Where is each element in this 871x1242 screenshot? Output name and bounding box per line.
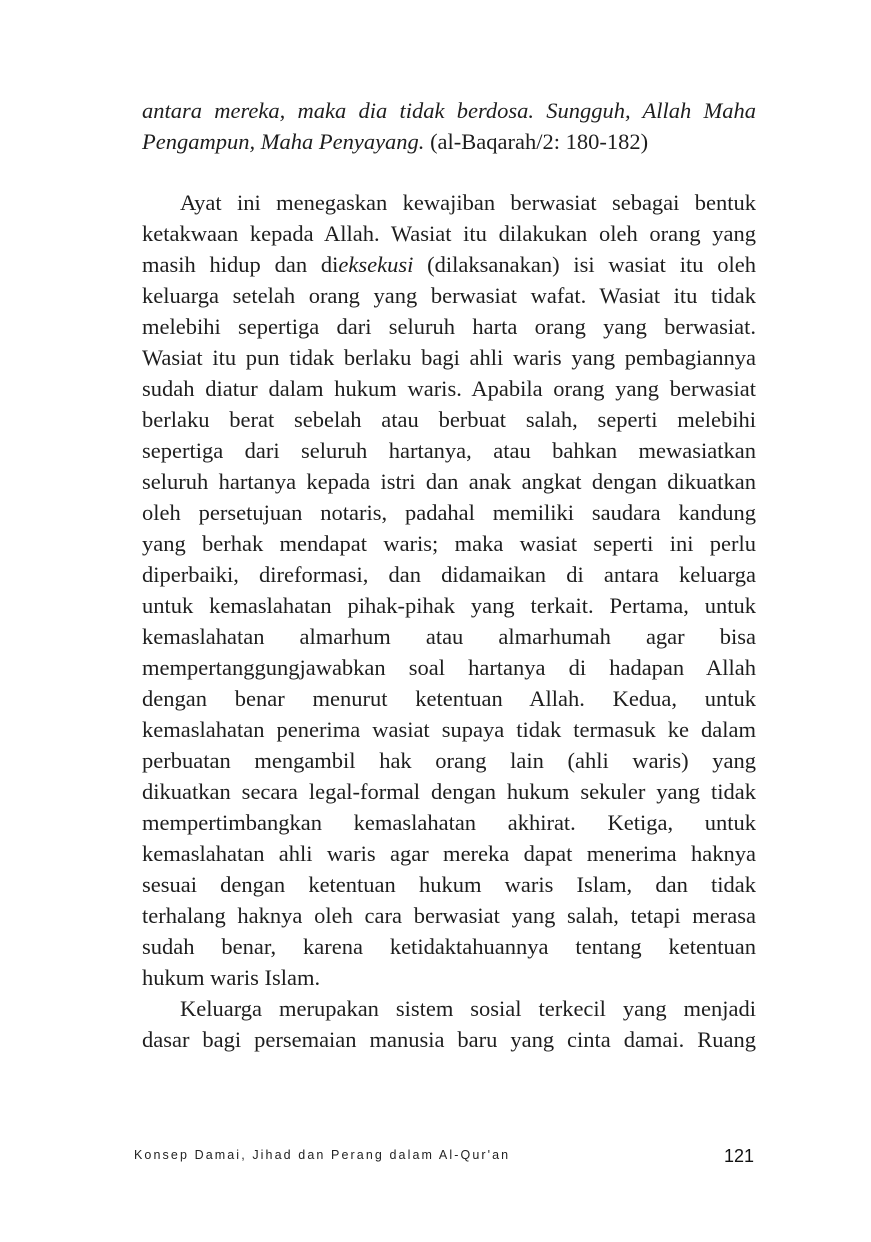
- page-number: 121: [723, 1146, 754, 1166]
- page-body: [142, 95, 756, 1055]
- paragraph-1-last-line: hukum waris Islam.: [142, 965, 321, 990]
- italic-term: eksekusi: [338, 252, 414, 277]
- paragraph-1-line: sesuai dengan ketentuan hukum waris Islam, dan tidak: [142, 872, 756, 897]
- page-footer: [134, 1146, 754, 1170]
- paragraph-1-line: ketakwaan kepada Allah. Wasiat itu dilakukan oleh orang yang: [142, 221, 756, 246]
- quote-line-2: [142, 126, 756, 157]
- line-text: masih hidup dan di: [142, 252, 339, 277]
- paragraph-1-line: Ayat ini menegaskan kewajiban berwasiat sebagai bentuk: [180, 190, 756, 215]
- paragraph-1-line: keluarga setelah orang yang berwasiat wafat. Wasiat itu tidak: [142, 283, 756, 308]
- line-text: (dilaksanakan) isi wasiat itu oleh: [413, 252, 756, 277]
- paragraph-gap: [142, 157, 756, 187]
- paragraph-1-line: untuk kemaslahatan pihak-pihak yang terkait. Pertama, untuk: [142, 593, 756, 618]
- paragraph-1-line: kemaslahatan penerima wasiat supaya tidak termasuk ke dalam: [142, 717, 756, 742]
- paragraph-1-line: sepertiga dari seluruh hartanya, atau bahkan mewasiatkan: [142, 438, 756, 463]
- paragraph-1-line: dengan benar menurut ketentuan Allah. Kedua, untuk: [142, 686, 756, 711]
- paragraph-1-line: sudah benar, karena ketidaktahuannya tentang ketentuan: [142, 934, 756, 959]
- paragraph-1-line: melebihi sepertiga dari seluruh harta orang yang berwasiat.: [142, 314, 756, 339]
- paragraph-1-line: terhalang haknya oleh cara berwasiat yang salah, tetapi merasa: [142, 903, 756, 928]
- paragraph-1-line: berlaku berat sebelah atau berbuat salah, seperti melebihi: [142, 407, 756, 432]
- paragraph-1-line: oleh persetujuan notaris, padahal memiliki saudara kandung: [142, 500, 756, 525]
- paragraph-1-line: Wasiat itu pun tidak berlaku bagi ahli waris yang pembagiannya: [142, 345, 756, 370]
- quote-italic-text: Pengampun, Maha Penyayang.: [142, 129, 425, 154]
- quote-line-1: antara mereka, maka dia tidak berdosa. Sungguh, Allah Maha: [142, 98, 756, 123]
- paragraph-1-line: mempertanggungjawabkan soal hartanya di hadapan Allah: [142, 655, 756, 680]
- quote-reference: (al-Baqarah/2: 180-182): [424, 129, 649, 154]
- paragraph-1-line: [142, 249, 756, 280]
- paragraph-1-line: kemaslahatan almarhum atau almarhumah agar bisa: [142, 624, 756, 649]
- paragraph-1-line: kemaslahatan ahli waris agar mereka dapat menerima haknya: [142, 841, 756, 866]
- paragraph-1-line: mempertimbangkan kemaslahatan akhirat. Ketiga, untuk: [142, 810, 756, 835]
- paragraph-1-line: seluruh hartanya kepada istri dan anak angkat dengan dikuatkan: [142, 469, 756, 494]
- paragraph-1-line: sudah diatur dalam hukum waris. Apabila orang yang berwasiat: [142, 376, 756, 401]
- paragraph-1-line: dikuatkan secara legal-formal dengan hukum sekuler yang tidak: [142, 779, 756, 804]
- paragraph-1-line: perbuatan mengambil hak orang lain (ahli waris) yang: [142, 748, 756, 773]
- paragraph-2-line: dasar bagi persemaian manusia baru yang cinta damai. Ruang: [142, 1027, 756, 1052]
- paragraph-1-line: diperbaiki, direformasi, dan didamaikan di antara keluarga: [142, 562, 756, 587]
- paragraph-2-line: Keluarga merupakan sistem sosial terkecil yang menjadi: [180, 996, 756, 1021]
- footer-book-title: Konsep Damai, Jihad dan Perang dalam Al-Qur'an: [134, 1148, 511, 1162]
- paragraph-1-line: yang berhak mendapat waris; maka wasiat seperti ini perlu: [142, 531, 756, 556]
